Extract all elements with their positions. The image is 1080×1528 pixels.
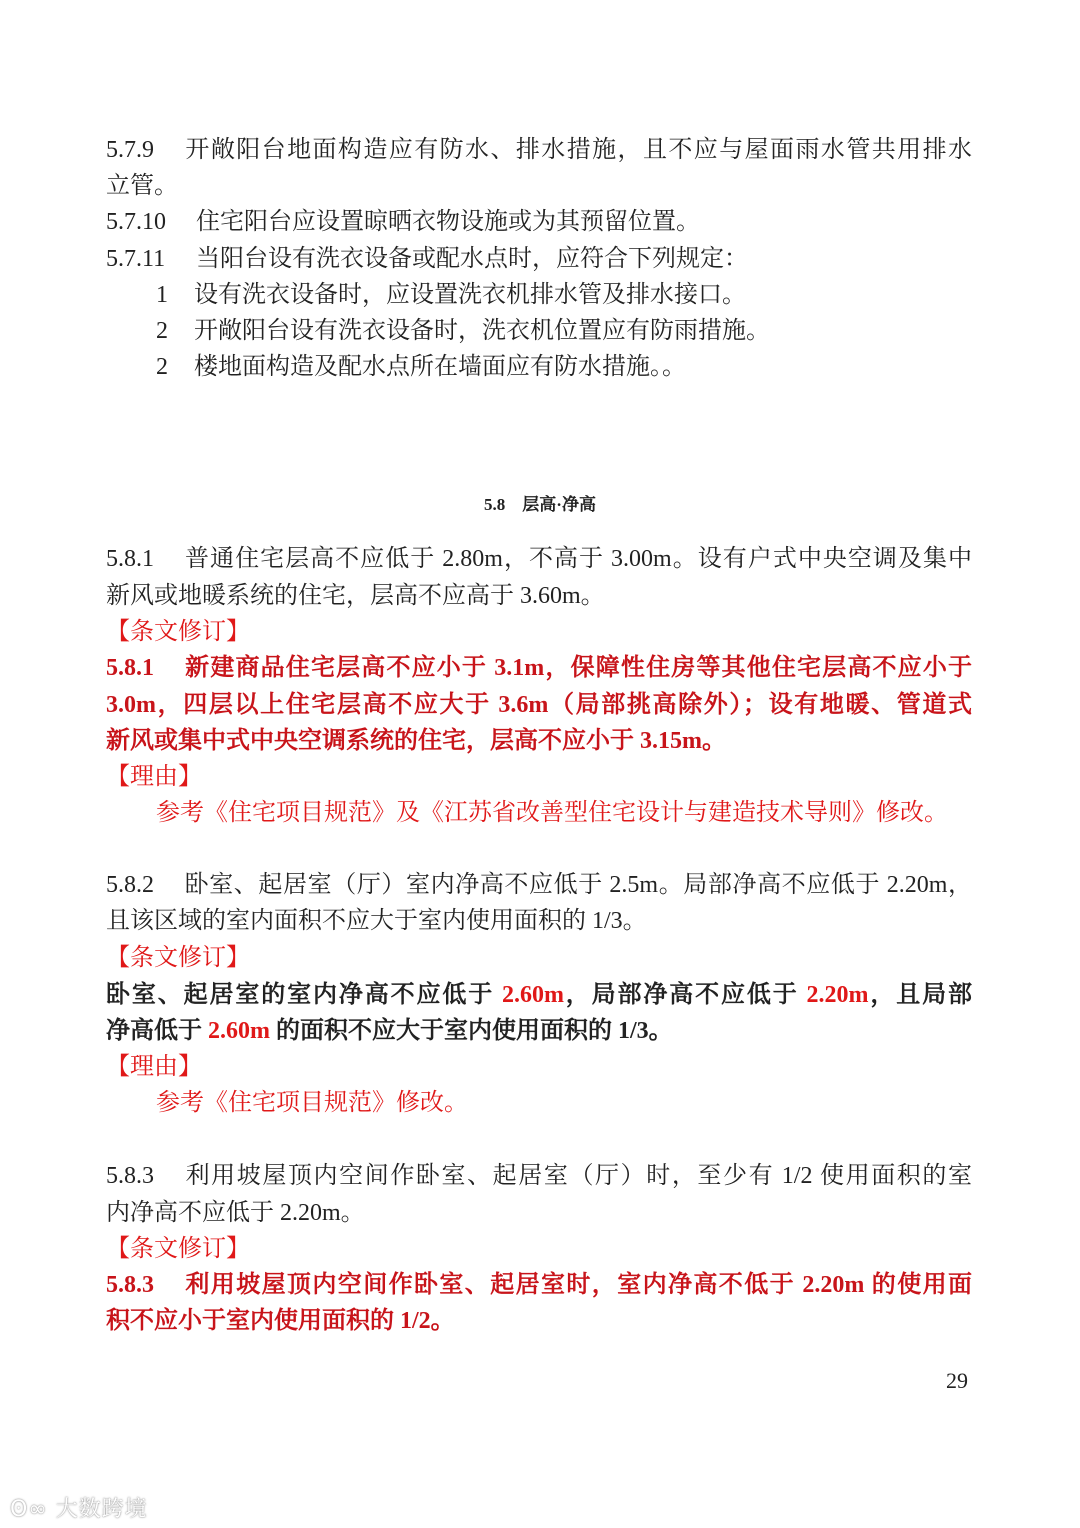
revision-5-8-1-line3: 新风或集中式中央空调系统的住宅，层高不应小于 3.15m。: [106, 728, 726, 754]
list-item: 2 楼地面构造及配水点所在墙面应有防水措施。。: [156, 354, 686, 380]
clause-5-8-3-line1: 5.8.3 利用坡屋顶内空间作卧室、起居室（厅）时，至少有 1/2 使用面积的室: [106, 1163, 972, 1189]
clause-5-8-2-line1: 5.8.2 卧室、起居室（厅）室内净高不应低于 2.5m。局部净高不应低于 2.20m，: [106, 872, 972, 898]
clause-5-7-9-line1: 5.7.9 开敞阳台地面构造应有防水、排水措施，且不应与屋面雨水管共用排水: [106, 137, 972, 163]
clause-5-7-10: 5.7.10 住宅阳台应设置晾晒衣物设施或为其预留位置。: [106, 209, 700, 235]
revision-5-8-3-line2: 积不应小于室内使用面积的 1/2。: [106, 1308, 455, 1334]
watermark-logo: ʘ∞ 大数跨境: [10, 1497, 148, 1522]
list-item: 2 开敞阳台设有洗衣设备时，洗衣机位置应有防雨措施。: [156, 318, 770, 344]
revision-5-8-3-line1: 5.8.3 利用坡屋顶内空间作卧室、起居室时，室内净高不低于 2.20m 的使用面: [106, 1272, 972, 1298]
revision-tag: 【条文修订】: [106, 1236, 250, 1262]
list-item: 1 设有洗衣设备时，应设置洗衣机排水管及排水接口。: [156, 282, 746, 308]
reason-5-8-1: 参考《住宅项目规范》及《江苏省改善型住宅设计与建造技术导则》修改。: [156, 800, 948, 826]
revision-5-8-2-line1: 卧室、起居室的室内净高不应低于 2.60m，局部净高不应低于 2.20m，且局部: [106, 982, 973, 1008]
revision-tag: 【条文修订】: [106, 619, 250, 645]
clause-5-7-9-line2: 立管。: [106, 173, 178, 199]
reason-5-8-2: 参考《住宅项目规范》修改。: [156, 1090, 468, 1116]
revision-5-8-1-line2: 3.0m，四层以上住宅层高不应大于 3.6m（局部挑高除外）；设有地暖、管道式: [106, 692, 972, 718]
section-heading: 5.8 层高·净高: [484, 495, 596, 514]
clause-5-8-1-line2: 新风或地暖系统的住宅，层高不应高于 3.60m。: [106, 583, 605, 609]
clause-5-8-2-line2: 且该区域的室内面积不应大于室内使用面积的 1/3。: [106, 908, 647, 934]
page-number: 29: [946, 1368, 968, 1393]
reason-tag: 【理由】: [106, 764, 202, 790]
clause-5-8-1-line1: 5.8.1 普通住宅层高不应低于 2.80m，不高于 3.00m。设有户式中央空调及集中: [106, 546, 972, 572]
revision-5-8-2-line2: 净高低于 2.60m 的面积不应大于室内使用面积的 1/3。: [106, 1018, 673, 1044]
revision-5-8-1-line1: 5.8.1 新建商品住宅层高不应小于 3.1m，保障性住房等其他住宅层高不应小于: [106, 655, 973, 681]
revision-tag: 【条文修订】: [106, 945, 250, 971]
clause-5-7-11: 5.7.11 当阳台设有洗衣设备或配水点时，应符合下列规定：: [106, 246, 748, 272]
logo-icon: ʘ∞: [10, 1497, 56, 1522]
clause-5-8-3-line2: 内净高不应低于 2.20m。: [106, 1200, 365, 1226]
reason-tag: 【理由】: [106, 1054, 202, 1080]
